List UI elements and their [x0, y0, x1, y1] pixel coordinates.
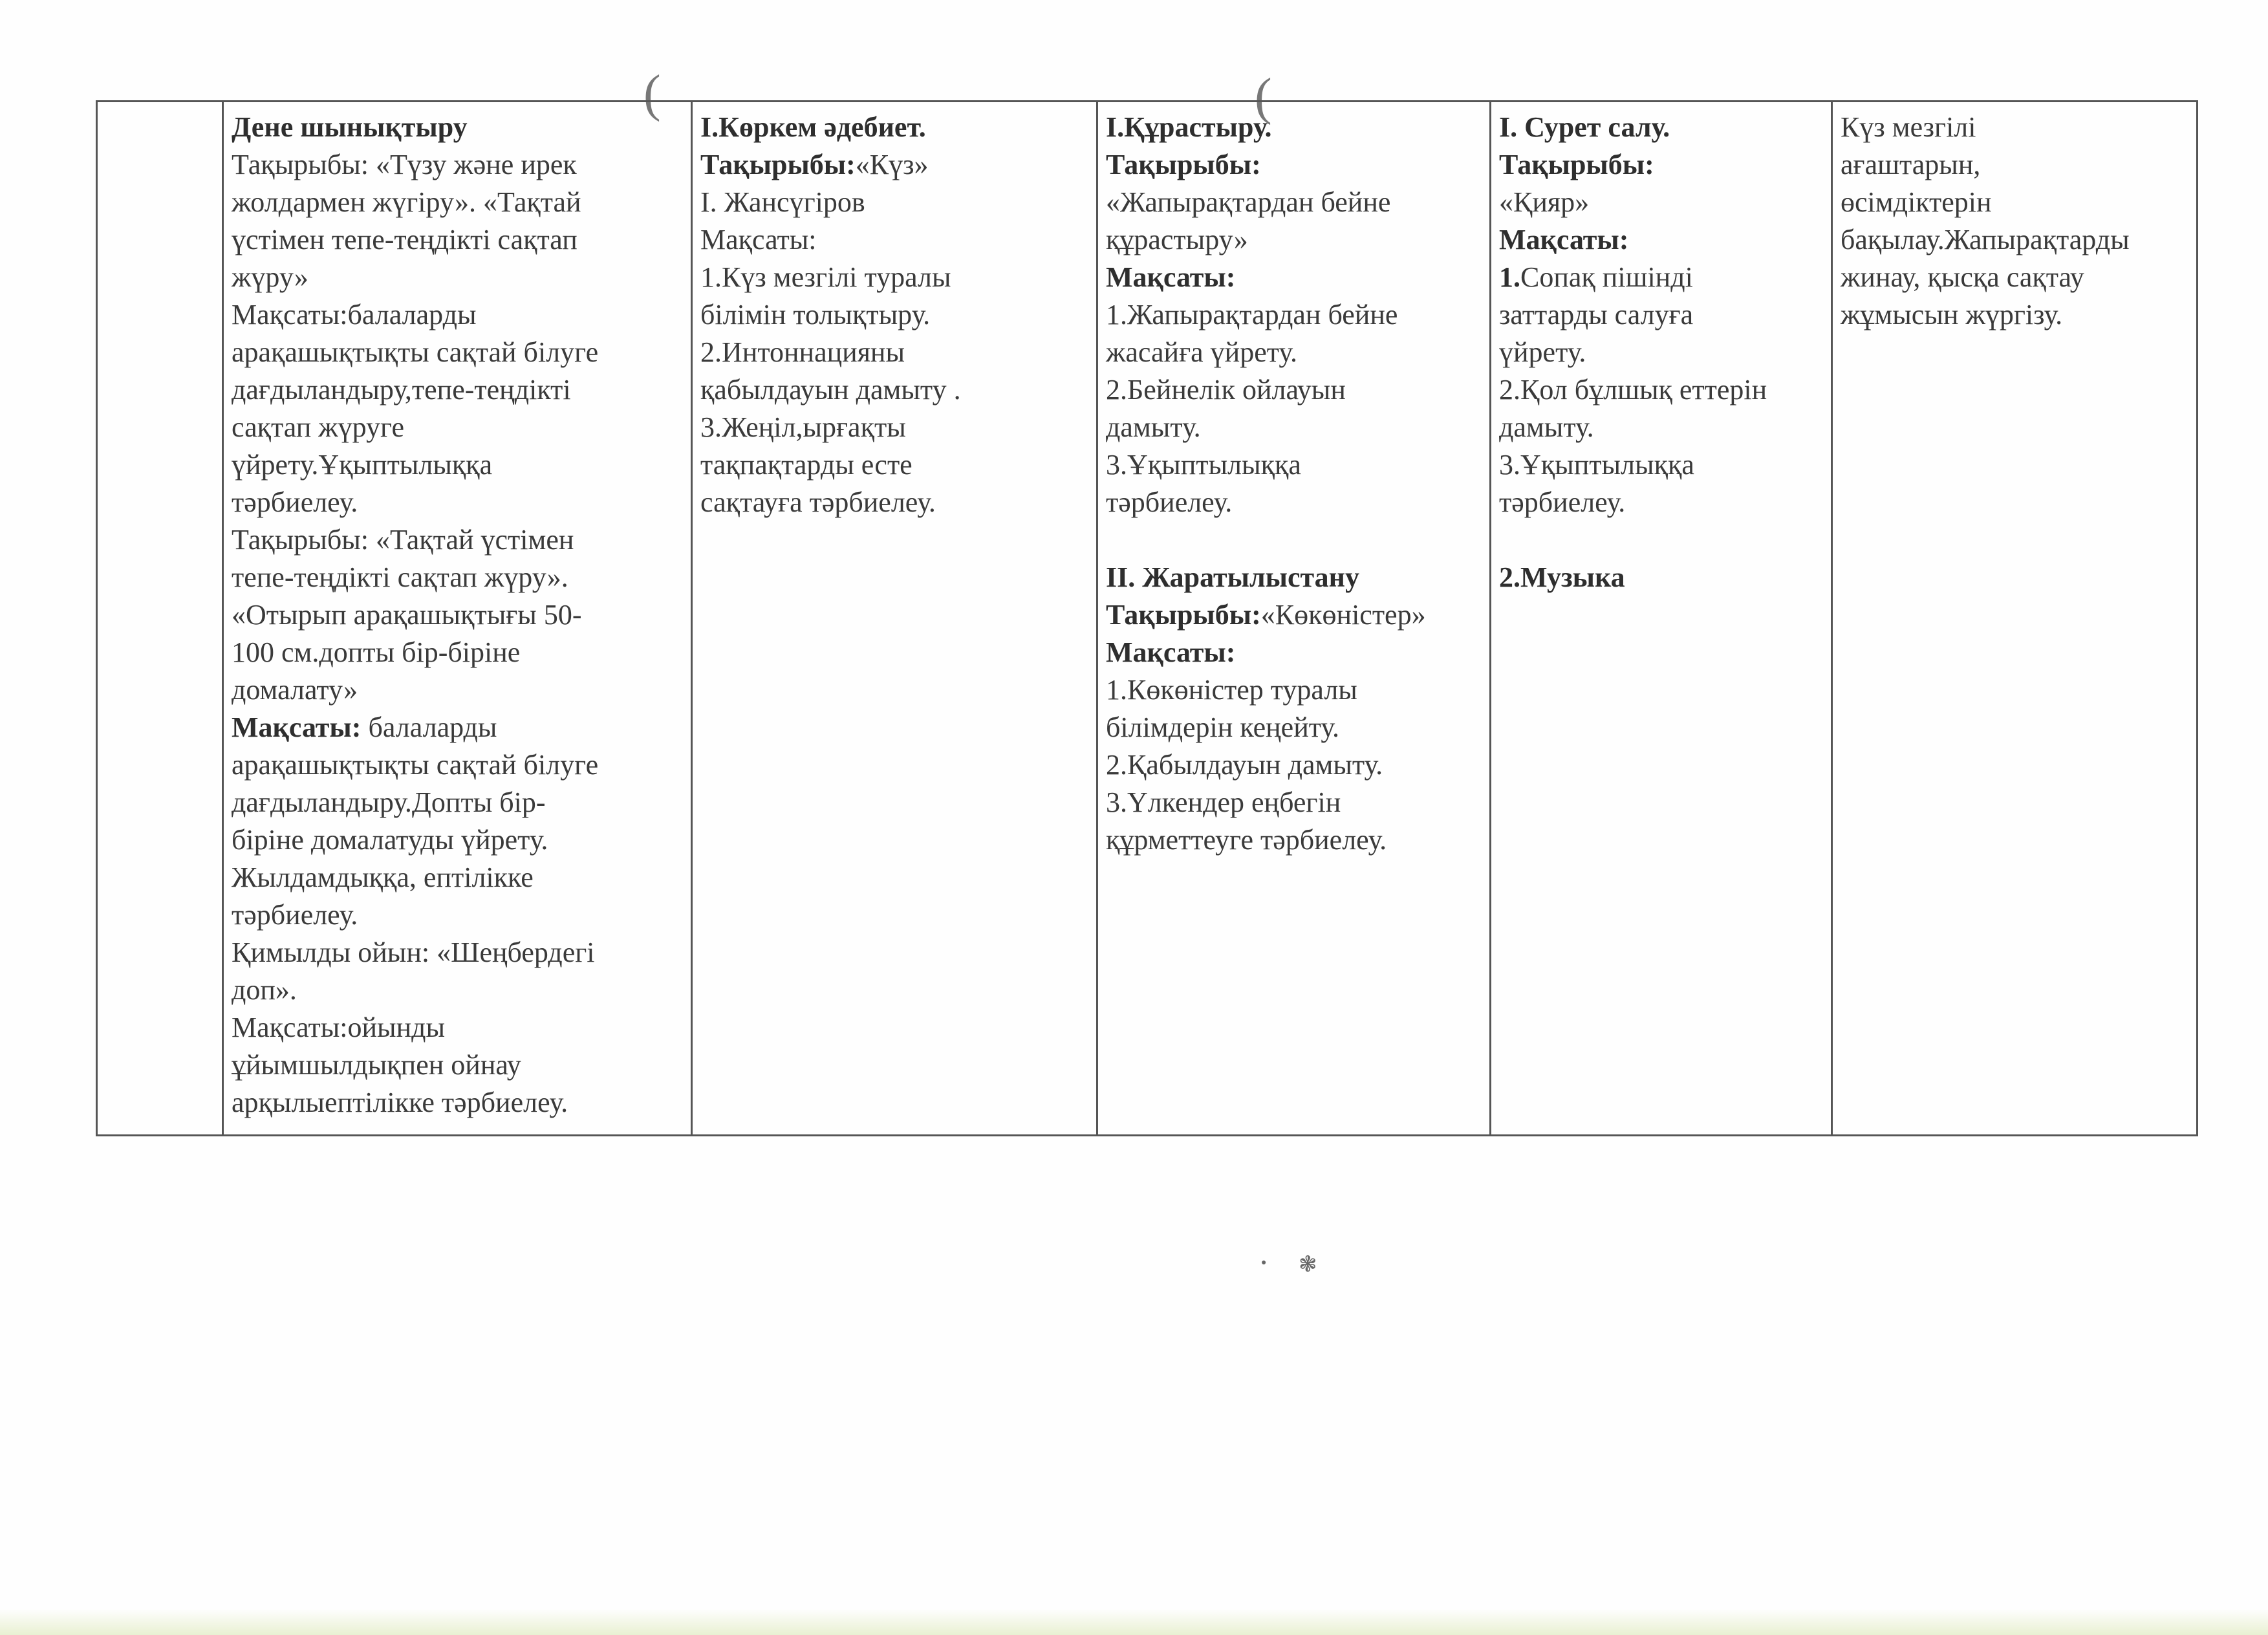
line-text: Қимылды ойын: «Шеңбердегі [232, 937, 595, 968]
line-text: 2.Интоннацияны [700, 336, 905, 368]
text-line [232, 1084, 683, 1121]
text-line [232, 109, 683, 146]
text-line [232, 671, 683, 709]
text-line [232, 409, 683, 446]
bold-heading: 2.Музыка [1499, 561, 1625, 593]
text-line [1499, 559, 1823, 596]
line-text: тепе-теңдікті сақтап жүру». [232, 561, 568, 593]
line-text: арқылыептілікке тәрбиелеу. [232, 1087, 568, 1118]
text-line [1841, 109, 2188, 146]
bold-heading: І. Сурет салу. [1499, 111, 1670, 143]
text-line [232, 1046, 683, 1084]
line-text: «Жапырақтардан бейне [1106, 186, 1391, 218]
line-text: 3.Ұқыптылыққа [1106, 449, 1301, 481]
line-text: Тақырыбы: «Түзу және ирек [232, 149, 577, 180]
line-text: өсімдіктерін [1841, 186, 1992, 218]
text-line [1499, 484, 1823, 521]
lesson-plan-table [96, 100, 2198, 1136]
text-line [1499, 409, 1823, 446]
line-text: доп». [232, 974, 297, 1006]
text-line [232, 296, 683, 334]
text-line [700, 446, 1088, 484]
line-text: Жылдамдыққа, ептілікке [232, 861, 534, 893]
line-text: жұмысын жүргізу. [1841, 299, 2063, 330]
text-line [1499, 146, 1823, 184]
line-text: 3.Жеңіл,ырғақты [700, 411, 906, 443]
text-line [700, 409, 1088, 446]
line-text: 2.Қол бұлшық еттерін [1499, 374, 1767, 406]
line-text: арақашықтықты сақтай білуге [232, 336, 599, 368]
line-text: «Көкөністер» [1260, 599, 1426, 631]
text-line [1499, 296, 1823, 334]
text-line [1499, 109, 1823, 146]
line-text: үйрету.Ұқыптылыққа [232, 449, 493, 481]
literature-cell [692, 102, 1097, 1136]
text-line [232, 971, 683, 1009]
line-text: Тақырыбы: «Тақтай үстімен [232, 524, 574, 556]
day-cell [97, 102, 223, 1136]
text-line [232, 184, 683, 221]
text-line [232, 596, 683, 634]
line-text: құрастыру» [1106, 224, 1248, 255]
line-text: 3.Үлкендер еңбегін [1106, 786, 1341, 818]
bold-heading: Тақырыбы: [1106, 599, 1261, 631]
text-line [1106, 784, 1482, 821]
line-text: Сопақ пішінді [1520, 261, 1693, 293]
line-text: 1.Көкөністер туралы [1106, 674, 1357, 706]
text-line [1106, 296, 1482, 334]
line-text: Күз мезгілі [1841, 111, 1976, 143]
bold-heading: 1. [1499, 261, 1520, 293]
observation-cell [1832, 102, 2198, 1136]
line-text: 100 см.допты бір-біріне [232, 636, 521, 668]
text-line [232, 259, 683, 296]
line-text: тәрбиелеу. [1499, 486, 1626, 518]
text-line [232, 1009, 683, 1046]
line-text: қабылдауын дамыту . [700, 374, 961, 406]
text-line [1106, 821, 1482, 859]
line-text: ағаштарын, [1841, 149, 1981, 180]
text-line [1841, 146, 2188, 184]
line-text: білімін толықтыру. [700, 299, 931, 330]
line-text: үстімен тепе-теңдікті сақтап [232, 224, 578, 255]
line-text: сақтап жүруге [232, 411, 405, 443]
text-line [232, 334, 683, 371]
line-text: жасайға үйрету. [1106, 336, 1297, 368]
line-text: Мақсаты: [700, 224, 817, 255]
bold-heading: Тақырыбы: [1106, 149, 1261, 180]
scan-mark-left: ( [643, 65, 661, 122]
text-line [232, 371, 683, 409]
text-line [232, 859, 683, 896]
bold-heading: Мақсаты: [1106, 261, 1236, 293]
drawing-music-cell [1491, 102, 1832, 1136]
text-line [232, 521, 683, 559]
text-line [1499, 259, 1823, 296]
scan-mark-right: ( [1255, 69, 1272, 125]
line-text: сақтауға тәрбиелеу. [700, 486, 936, 518]
text-line [1499, 221, 1823, 259]
bold-heading: Мақсаты: [1499, 224, 1629, 255]
line-text: Мақсаты:ойынды [232, 1012, 446, 1043]
text-line [1106, 109, 1482, 146]
line-text: 3.Ұқыптылыққа [1499, 449, 1694, 481]
text-line [700, 221, 1088, 259]
text-line [1106, 409, 1482, 446]
text-line [1106, 371, 1482, 409]
line-text: заттарды салуға [1499, 299, 1694, 330]
text-line [232, 559, 683, 596]
table-row [97, 102, 2198, 1136]
bold-heading: Дене шынықтыру [232, 111, 468, 143]
text-line [232, 821, 683, 859]
text-line [700, 259, 1088, 296]
text-line [232, 221, 683, 259]
text-line [1106, 746, 1482, 784]
bold-heading: І.Құрастыру. [1106, 111, 1272, 143]
text-line [1106, 559, 1482, 596]
line-text: дағдыландыру.Допты бір- [232, 786, 546, 818]
bold-heading: Тақырыбы: [1499, 149, 1654, 180]
line-text: бақылау.Жапырақтарды [1841, 224, 2130, 255]
scan-speck: ❃ [1299, 1253, 1317, 1277]
text-line [1499, 334, 1823, 371]
line-text: «Отырып арақашықтығы 50- [232, 599, 582, 631]
line-text: 2.Бейнелік ойлауын [1106, 374, 1346, 406]
text-line [1499, 184, 1823, 221]
text-line [1499, 521, 1823, 559]
text-line [1841, 184, 2188, 221]
text-line [1106, 596, 1482, 634]
line-text: жинау, қысқа сақтау [1841, 261, 2084, 293]
line-text: арақашықтықты сақтай білуге [232, 749, 599, 781]
line-text: І. Жансүгіров [700, 186, 865, 218]
text-line [1106, 334, 1482, 371]
physical-education-cell [223, 102, 692, 1136]
line-text: біріне домалатуды үйрету. [232, 824, 548, 856]
text-line [700, 109, 1088, 146]
text-line [232, 484, 683, 521]
text-line [1106, 259, 1482, 296]
text-line [1106, 184, 1482, 221]
line-text: дамыту. [1499, 411, 1594, 443]
text-line [1106, 709, 1482, 746]
line-text: «Күз» [855, 149, 929, 180]
text-line [700, 184, 1088, 221]
bold-heading: ІІ. Жаратылыстану [1106, 561, 1360, 593]
line-text: балаларды [361, 711, 497, 743]
text-line [232, 709, 683, 746]
text-line [1841, 259, 2188, 296]
line-text: дағдыландыру,тепе-теңдікті [232, 374, 571, 406]
line-text: білімдерін кеңейту. [1106, 711, 1340, 743]
text-line [232, 446, 683, 484]
line-text: жолдармен жүгіру». «Тақтай [232, 186, 581, 218]
construction-nature-cell [1097, 102, 1491, 1136]
line-text: 1.Жапырақтардан бейне [1106, 299, 1398, 330]
text-line [1499, 446, 1823, 484]
line-text: «Қияр» [1499, 186, 1590, 218]
bold-heading: Мақсаты: [1106, 636, 1236, 668]
text-line [232, 896, 683, 934]
line-text: дамыту. [1106, 411, 1201, 443]
text-line [700, 296, 1088, 334]
line-text: 2.Қабылдауын дамыту. [1106, 749, 1383, 781]
line-text: үйрету. [1499, 336, 1586, 368]
text-line [1841, 221, 2188, 259]
text-line [700, 146, 1088, 184]
line-text: тәрбиелеу. [1106, 486, 1233, 518]
text-line [1841, 296, 2188, 334]
scan-bottom-edge [0, 1609, 2268, 1635]
text-line [700, 334, 1088, 371]
text-line [700, 484, 1088, 521]
text-line [700, 371, 1088, 409]
line-text: құрметтеуге тәрбиелеу. [1106, 824, 1387, 856]
text-line [1106, 221, 1482, 259]
text-line [232, 934, 683, 971]
bold-heading: І.Көркем әдебиет. [700, 111, 926, 143]
text-line [1106, 634, 1482, 671]
line-text: 1.Күз мезгілі туралы [700, 261, 951, 293]
line-text: Мақсаты:балаларды [232, 299, 477, 330]
line-text: жүру» [232, 261, 308, 293]
line-text: тақпақтарды есте [700, 449, 913, 481]
line-text: тәрбиелеу. [232, 486, 358, 518]
text-line [232, 146, 683, 184]
scan-speck-2: ● [1261, 1258, 1267, 1268]
text-line [232, 746, 683, 784]
line-text: ұйымшылдықпен ойнау [232, 1049, 521, 1081]
text-line [232, 634, 683, 671]
text-line [1106, 484, 1482, 521]
line-text: тәрбиелеу. [232, 899, 358, 931]
text-line [232, 784, 683, 821]
bold-heading: Тақырыбы: [700, 149, 856, 180]
text-line [1106, 521, 1482, 559]
text-line [1106, 146, 1482, 184]
text-line [1499, 371, 1823, 409]
text-line [1106, 446, 1482, 484]
bold-heading: Мақсаты: [232, 711, 362, 743]
text-line [1106, 671, 1482, 709]
line-text: домалату» [232, 674, 358, 706]
